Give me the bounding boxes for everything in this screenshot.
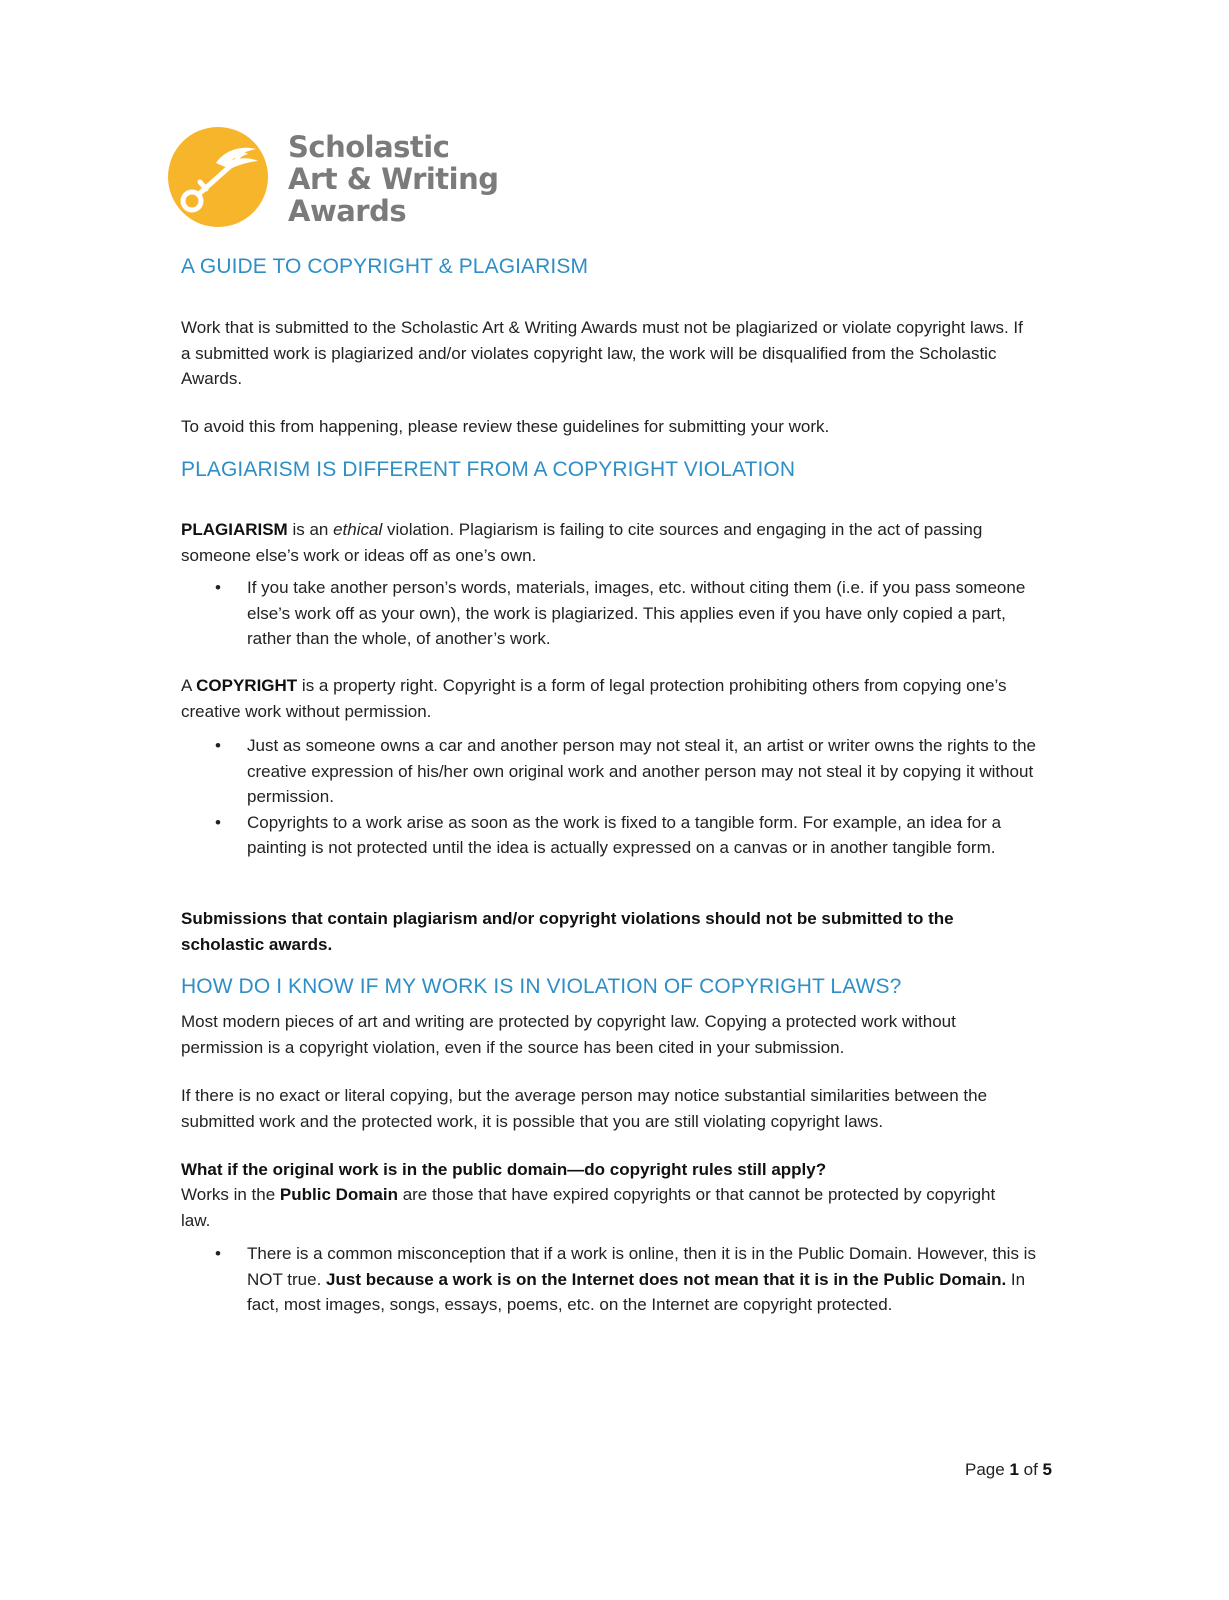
- violation-paragraph-2: If there is no exact or literal copying, but the average person may notice substantial similarities between the submitted work and the protected work, it is possible that you are still violating copyright laws.: [181, 1086, 988, 1131]
- current-page: 1: [1009, 1460, 1019, 1479]
- section-heading-plagiarism: PLAGIARISM IS DIFFERENT FROM A COPYRIGHT VIOLATION: [181, 458, 796, 481]
- total-pages: 5: [1042, 1460, 1052, 1479]
- ethical-emphasis: ethical: [333, 520, 383, 539]
- bullet-text: Just as someone owns a car and another person may not steal it, an artist or writer owns the rights to the creative expression of his/her own original work and another person may not steal it by copying it without permission.: [247, 736, 1037, 806]
- page-number: [965, 1460, 1052, 1480]
- list-item: [181, 810, 1053, 861]
- list-item: [181, 733, 1053, 810]
- pd-def-pre: Works in the: [181, 1185, 280, 1204]
- copyright-def-pre: A: [181, 676, 197, 695]
- bullet-text: Copyrights to a work arise as soon as the work is fixed to a tangible form. For example, an idea for a painting is not protected until the idea is actually expressed on a canvas or in another tangible form.: [247, 812, 1002, 857]
- pd-bullet-bold: Just because a work is on the Internet does not mean that it is in the Public Domain.: [326, 1269, 1007, 1289]
- logo-line-2: Art & Writing: [288, 162, 499, 196]
- bullet-icon: •: [215, 578, 221, 597]
- public-domain-definition: [181, 1182, 1026, 1233]
- plagiarism-def-rest: violation. Plagiarism is failing to cite sources and engaging in the act of passing someone else’s work or ideas off as one’s own.: [181, 520, 983, 565]
- public-domain-question: What if the original work is in the public domain—do copyright rules still apply?: [181, 1160, 827, 1179]
- violation-paragraph-1: Most modern pieces of art and writing are protected by copyright law. Copying a protected work without permission is a copyright violation, even if the source has been cited in your submission.: [181, 1012, 956, 1057]
- copyright-definition: [181, 673, 1051, 724]
- section-heading-violation: HOW DO I KNOW IF MY WORK IS IN VIOLATION OF COPYRIGHT LAWS?: [181, 975, 902, 998]
- logo-line-1: Scholastic: [288, 130, 450, 164]
- intro-paragraph-1: Work that is submitted to the Scholastic Art & Writing Awards must not be plagiarized or violate copyright laws. If a submitted work is plagiarized and/or violates copyright law, the work will be disqualified from the Scholastic Awards.: [181, 318, 1023, 388]
- plagiarism-def-pre: is an: [287, 520, 334, 539]
- copyright-term: COPYRIGHT: [196, 676, 298, 695]
- copyright-def-rest: is a property right. Copyright is a form of legal protection prohibiting others from copying one’s creative work without permission.: [181, 676, 1007, 721]
- scholastic-logo: [168, 127, 499, 231]
- main-title: A GUIDE TO COPYRIGHT & PLAGIARISM: [181, 255, 589, 278]
- bullet-icon: •: [215, 736, 221, 755]
- bold-warning-note: Submissions that contain plagiarism and/or copyright violations should not be submitted to the scholastic awards.: [181, 909, 954, 954]
- logo-line-3: Awards: [288, 194, 407, 228]
- logo-wordmark: [288, 131, 499, 227]
- page-of: of: [1018, 1460, 1043, 1479]
- bullet-text: If you take another person’s words, materials, images, etc. without citing them (i.e. if you pass someone else’s work off as your own), the work is plagiarized. This applies even if you have only copied a part, rather than the whole, of another’s work.: [247, 578, 1026, 648]
- plagiarism-bullets: [181, 575, 1053, 652]
- plagiarism-definition: [181, 517, 1051, 568]
- page-label: Page: [965, 1460, 1010, 1479]
- logo-emblem-icon: [168, 127, 272, 231]
- pd-def-rest: are those that have expired copyrights or that cannot be protected by copyright law.: [181, 1185, 996, 1230]
- list-item: [181, 575, 1053, 652]
- bullet-icon: •: [215, 1244, 221, 1263]
- bullet-icon: •: [215, 812, 221, 832]
- list-item: [181, 1241, 1039, 1318]
- public-domain-bullets: [181, 1241, 1039, 1318]
- plagiarism-term: PLAGIARISM: [181, 520, 288, 539]
- copyright-bullets: [181, 733, 1053, 861]
- intro-paragraph-2: To avoid this from happening, please review these guidelines for submitting your work.: [181, 417, 830, 436]
- pd-bullet-post: In fact, most images, songs, essays, poems, etc. on the Internet are copyright protected.: [247, 1269, 1026, 1314]
- pd-bullet-pre: There is a common misconception that if a work is online, then it is in the Public Domain. However, this is NOT true.: [247, 1244, 1036, 1289]
- public-domain-term: Public Domain: [279, 1185, 398, 1204]
